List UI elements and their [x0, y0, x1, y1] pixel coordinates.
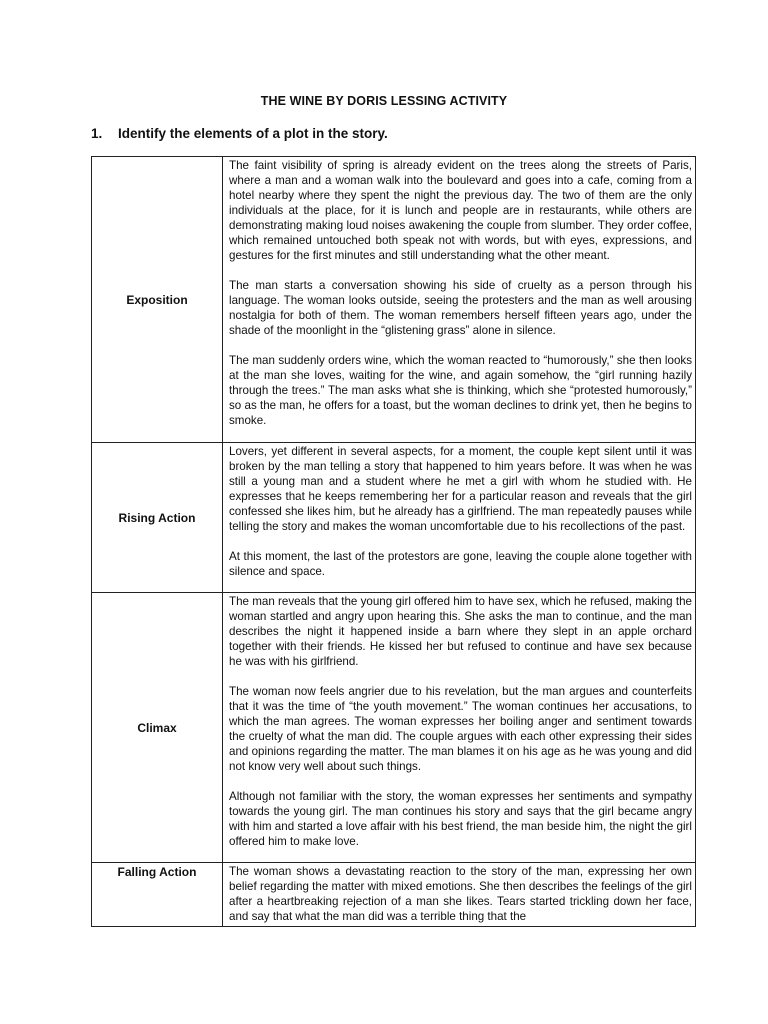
- row-label-climax: Climax: [92, 593, 223, 863]
- document-title: THE WINE BY DORIS LESSING ACTIVITY: [260, 94, 508, 108]
- paragraph: The woman now feels angrier due to his revelation, but the man argues and counterfeits that it was the time of “the youth movement.” The woman continues her accusations, to which the man agrees. The woman expresses her boiling anger and sentiment towards the cruelty of what the man did. The couple argues with each other expressing their sides and opinions regarding the matter. The man blames it on his age as he was young and did not know very well about such things.: [229, 685, 692, 773]
- table-row-falling-action: [92, 863, 696, 927]
- paragraph: The man reveals that the young girl offered him to have sex, which he refused, making the woman startled and angry upon hearing this. She asks the man to continue, and the man describes the night it happened inside a barn where they slept in an apple orchard together with their friends. He kissed her but refused to continue and have sex because he was with his girlfriend.: [229, 595, 692, 668]
- row-text-falling-action: [223, 863, 696, 927]
- question-number: 1.: [91, 126, 103, 141]
- question-heading: [91, 126, 388, 141]
- paragraph: The man suddenly orders wine, which the woman reacted to “humorously,” she then looks at the man she loves, waiting for the wine, and again somehow, the “girl running hazily through the trees.” The man asks what she is thinking, which she “protested humorously,” so as the man, he offers for a toast, but the woman declines to drink yet, then he begins to smoke.: [229, 354, 692, 427]
- row-text-rising-action: [223, 443, 696, 593]
- paragraph: The woman shows a devastating reaction to the story of the man, expressing her own belief regarding the matter with mixed emotions. She then describes the feelings of the girl after a heartbreaking rejection of a man she likes. Tears started trickling down her face, and say that what the man did was a terrible thing that the: [229, 865, 692, 923]
- table-row-exposition: [92, 157, 696, 443]
- row-label-rising-action: Rising Action: [92, 443, 223, 593]
- paragraph: At this moment, the last of the protestors are gone, leaving the couple alone together with silence and space.: [229, 550, 692, 578]
- paragraph: Although not familiar with the story, the woman expresses her sentiments and sympathy towards the young girl. The man continues his story and says that the girl became angry with him and started a love affair with his best friend, the man beside him, the night the girl offered him to make love.: [229, 790, 692, 848]
- table-row-rising-action: [92, 443, 696, 593]
- paragraph: Lovers, yet different in several aspects, for a moment, the couple kept silent until it was broken by the man telling a story that happened to him years before. It was when he was still a young man and a student where he met a girl with whom he studied with. He expresses that he keeps remembering her for a particular reason and reveals that the girl confessed she likes him, but he already has a girlfriend. The man repeatedly pauses while telling the story and makes the woman uncomfortable due to his recollections of the past.: [229, 445, 692, 533]
- plot-elements-table: [91, 156, 696, 927]
- row-text-exposition: [223, 157, 696, 443]
- row-label-falling-action: Falling Action: [92, 863, 223, 927]
- paragraph: The faint visibility of spring is already evident on the trees along the streets of Paris, where a man and a woman walk into the boulevard and goes into a cafe, coming from a hotel nearby where they spent the night the previous day. The two of them are the only individuals at the place, for it is lunch and people are in restaurants, while others are demonstrating making loud noises awakening the couple from slumber. They order coffee, which remained untouched both speak not with words, but with eyes, expressions, and gestures for the first minutes and still understanding what the other meant.: [229, 159, 692, 262]
- row-label-exposition: Exposition: [92, 157, 223, 443]
- row-text-climax: [223, 593, 696, 863]
- paragraph: The man starts a conversation showing his side of cruelty as a person through his language. The woman looks outside, seeing the protesters and the man as well arousing nostalgia for both of them. The woman remembers herself fifteen years ago, under the shade of the moonlight in the “glistening grass” alone in silence.: [229, 279, 692, 337]
- table-row-climax: [92, 593, 696, 863]
- question-text: Identify the elements of a plot in the story.: [118, 126, 388, 141]
